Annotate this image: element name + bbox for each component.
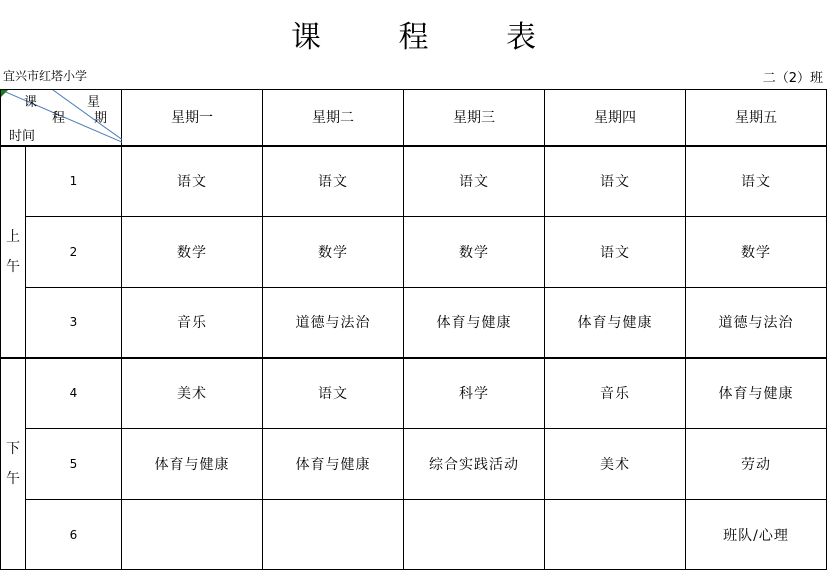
course-cell: 语文	[263, 146, 404, 217]
period-number: 3	[26, 288, 122, 358]
course-cell: 道德与法治	[686, 288, 827, 358]
course-cell: 数学	[404, 217, 545, 288]
session-char: 上	[6, 228, 20, 245]
course-cell	[545, 500, 686, 570]
course-cell: 体育与健康	[263, 429, 404, 500]
course-cell	[404, 500, 545, 570]
period-number: 5	[26, 429, 122, 500]
course-cell: 美术	[122, 358, 263, 429]
schedule-table	[0, 89, 827, 570]
course-cell: 数学	[122, 217, 263, 288]
course-cell: 音乐	[122, 288, 263, 358]
table-row	[1, 429, 827, 500]
course-cell: 数学	[263, 217, 404, 288]
table-row	[1, 146, 827, 217]
course-cell: 语文	[545, 217, 686, 288]
table-row	[1, 500, 827, 570]
header-row	[1, 90, 827, 146]
page-title	[0, 12, 827, 56]
session-morning	[1, 146, 26, 358]
table-row	[1, 217, 827, 288]
table-row	[1, 358, 827, 429]
course-cell: 语文	[404, 146, 545, 217]
session-char: 下	[6, 440, 20, 457]
course-cell	[263, 500, 404, 570]
period-number: 4	[26, 358, 122, 429]
corner-cell	[1, 90, 122, 146]
corner-label-qi: 期	[94, 111, 108, 126]
period-number: 2	[26, 217, 122, 288]
school-name: 宜兴市红塔小学	[3, 69, 88, 83]
corner-label-ke: 课	[24, 95, 38, 110]
title-char-2: 程	[398, 20, 429, 55]
course-cell: 班队/心理	[686, 500, 827, 570]
course-cell: 美术	[545, 429, 686, 500]
class-name: 二（2）班	[762, 71, 823, 86]
corner-label-time: 时间	[9, 129, 36, 144]
course-cell: 科学	[404, 358, 545, 429]
course-cell: 语文	[122, 146, 263, 217]
session-char: 午	[6, 470, 20, 487]
day-header: 星期五	[686, 90, 827, 146]
course-cell: 音乐	[545, 358, 686, 429]
course-cell: 体育与健康	[686, 358, 827, 429]
day-header: 星期二	[263, 90, 404, 146]
title-char-1: 课	[290, 20, 321, 55]
course-cell: 数学	[686, 217, 827, 288]
day-header: 星期三	[404, 90, 545, 146]
title-char-3: 表	[506, 20, 537, 55]
course-cell: 劳动	[686, 429, 827, 500]
session-char: 午	[6, 258, 20, 275]
session-afternoon	[1, 358, 26, 570]
course-cell: 语文	[263, 358, 404, 429]
course-cell: 综合实践活动	[404, 429, 545, 500]
corner-label-xing: 星	[87, 95, 101, 110]
course-cell	[122, 500, 263, 570]
corner-label-cheng: 程	[52, 111, 66, 126]
course-cell: 语文	[545, 146, 686, 217]
course-cell: 体育与健康	[404, 288, 545, 358]
period-number: 6	[26, 500, 122, 570]
day-header: 星期一	[122, 90, 263, 146]
course-cell: 体育与健康	[122, 429, 263, 500]
period-number: 1	[26, 146, 122, 217]
course-cell: 体育与健康	[545, 288, 686, 358]
day-header: 星期四	[545, 90, 686, 146]
course-cell: 语文	[686, 146, 827, 217]
course-cell: 道德与法治	[263, 288, 404, 358]
table-row	[1, 288, 827, 358]
